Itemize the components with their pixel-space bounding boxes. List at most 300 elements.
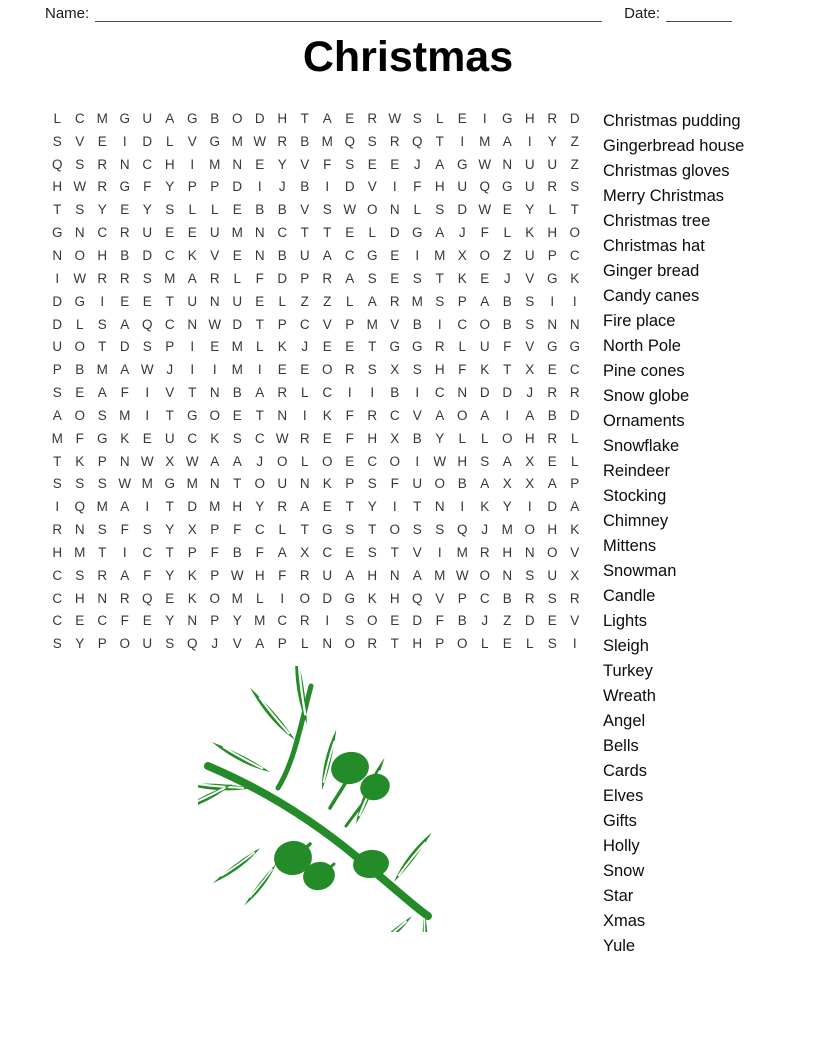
grid-letter: C — [142, 544, 153, 560]
grid-letter: K — [120, 430, 130, 446]
grid-letter: L — [548, 202, 556, 218]
grid-letter: I — [370, 385, 375, 401]
grid-letter: R — [97, 179, 108, 195]
grid-letter: F — [458, 362, 467, 378]
grid-letter: M — [51, 430, 63, 446]
grid-letter: N — [119, 156, 130, 172]
grid-letter: B — [547, 407, 557, 423]
grid-letter: R — [97, 567, 108, 583]
grid-letter: R — [277, 385, 288, 401]
grid-letter: J — [301, 339, 309, 355]
grid-letter: V — [390, 316, 400, 332]
grid-letter: S — [525, 316, 535, 332]
grid-letter: N — [322, 636, 333, 652]
grid-letter: V — [75, 133, 85, 149]
grid-letter: E — [120, 202, 130, 218]
grid-letter: O — [321, 453, 333, 469]
grid-letter: A — [255, 636, 265, 652]
word-list-item: Wreath — [603, 687, 656, 705]
grid-letter: C — [389, 407, 400, 423]
grid-letter: B — [232, 385, 242, 401]
grid-letter: X — [525, 362, 535, 378]
grid-letter: E — [502, 202, 512, 218]
grid-letter: A — [255, 385, 265, 401]
grid-letter: X — [187, 522, 197, 538]
grid-letter: X — [300, 544, 310, 560]
grid-letter: C — [74, 110, 85, 126]
grid-letter: R — [367, 636, 378, 652]
grid-letter: J — [458, 225, 466, 241]
grid-letter: D — [524, 613, 535, 629]
grid-letter: C — [299, 316, 310, 332]
grid-letter: U — [142, 110, 153, 126]
grid-letter: D — [322, 590, 333, 606]
grid-letter: G — [501, 179, 513, 195]
grid-letter: U — [457, 179, 468, 195]
grid-letter: C — [142, 156, 153, 172]
grid-letter: M — [231, 362, 243, 378]
grid-letter: T — [188, 385, 197, 401]
grid-letter: K — [322, 476, 332, 492]
grid-letter: N — [299, 476, 310, 492]
grid-letter: Q — [456, 522, 468, 538]
grid-letter: E — [142, 430, 152, 446]
grid-letter: S — [142, 339, 152, 355]
grid-letter: T — [53, 202, 62, 218]
grid-letter: O — [231, 110, 243, 126]
grid-letter: T — [165, 407, 174, 423]
grid-letter: B — [412, 316, 422, 332]
grid-letter: N — [524, 544, 535, 560]
grid-letter: I — [437, 316, 442, 332]
grid-letter: W — [230, 567, 244, 583]
grid-letter: S — [480, 453, 490, 469]
grid-letter: A — [412, 567, 422, 583]
word-list-item: Mittens — [603, 537, 657, 555]
grid-letter: T — [390, 544, 399, 560]
grid-letter: O — [74, 339, 85, 355]
grid-letter: I — [437, 544, 442, 560]
grid-letter: L — [368, 225, 376, 241]
grid-letter: P — [210, 522, 220, 538]
grid-letter: C — [277, 225, 288, 241]
grid-letter: N — [502, 156, 513, 172]
grid-letter: W — [185, 453, 199, 469]
word-list-item: Angel — [603, 712, 646, 730]
grid-letter: C — [569, 247, 580, 263]
grid-letter: A — [277, 544, 287, 560]
grid-letter: S — [75, 156, 85, 172]
grid-letter: H — [389, 590, 400, 606]
grid-letter: B — [502, 590, 512, 606]
grid-letter: G — [501, 110, 513, 126]
grid-letter: D — [232, 316, 243, 332]
grid-letter: T — [390, 636, 399, 652]
grid-letter: Q — [479, 179, 490, 195]
grid-letter: R — [524, 590, 535, 606]
grid-letter: V — [570, 544, 580, 560]
grid-letter: N — [232, 156, 243, 172]
grid-letter: R — [367, 110, 378, 126]
grid-letter: L — [53, 110, 61, 126]
grid-letter: F — [255, 544, 264, 560]
grid-letter: I — [55, 270, 60, 286]
grid-letter: P — [187, 544, 197, 560]
grid-letter: M — [321, 133, 333, 149]
grid-letter: I — [325, 179, 330, 195]
grid-letter: F — [323, 156, 332, 172]
grid-letter: M — [231, 339, 243, 355]
grid-letter: B — [457, 613, 467, 629]
grid-letter: D — [142, 247, 153, 263]
grid-letter: L — [435, 110, 444, 126]
grid-letter: S — [345, 156, 355, 172]
grid-letter: E — [345, 339, 355, 355]
grid-letter: S — [97, 522, 107, 538]
word-list-item: Ginger bread — [603, 262, 700, 280]
grid-letter: Q — [344, 133, 355, 149]
grid-letter: H — [412, 636, 423, 652]
grid-letter: I — [122, 544, 127, 560]
grid-letter: E — [345, 453, 355, 469]
grid-letter: W — [275, 430, 289, 446]
grid-letter: R — [547, 430, 558, 446]
grid-letter: Y — [165, 522, 175, 538]
grid-letter: B — [120, 247, 130, 263]
grid-letter: I — [527, 499, 532, 515]
word-list-item: North Pole — [603, 337, 681, 355]
grid-letter: I — [122, 133, 127, 149]
grid-letter: M — [366, 316, 378, 332]
grid-letter: M — [434, 247, 446, 263]
grid-letter: J — [278, 179, 286, 195]
grid-letter: P — [210, 567, 220, 583]
grid-letter: P — [52, 362, 62, 378]
grid-letter: E — [210, 339, 220, 355]
grid-letter: P — [345, 316, 355, 332]
word-list — [603, 109, 744, 959]
grid-letter: L — [255, 339, 264, 355]
grid-letter: P — [435, 636, 445, 652]
grid-letter: O — [209, 590, 220, 606]
grid-letter: G — [186, 110, 198, 126]
grid-letter: S — [412, 110, 422, 126]
grid-letter: H — [52, 179, 63, 195]
grid-letter: X — [390, 430, 400, 446]
grid-letter: L — [300, 385, 309, 401]
word-list-item: Elves — [603, 787, 644, 805]
grid-letter: F — [255, 270, 264, 286]
grid-letter: F — [480, 225, 489, 241]
grid-letter: R — [299, 613, 310, 629]
grid-letter: O — [456, 407, 468, 423]
grid-letter: U — [547, 156, 558, 172]
grid-letter: O — [74, 247, 85, 263]
grid-letter: E — [142, 293, 152, 309]
grid-letter: B — [502, 293, 512, 309]
grid-letter: S — [367, 133, 377, 149]
grid-letter: G — [411, 339, 423, 355]
grid-letter: I — [190, 362, 195, 378]
grid-letter: C — [344, 247, 355, 263]
grid-letter: H — [52, 544, 63, 560]
word-list-item: Snowflake — [603, 437, 680, 455]
word-list-item: Stocking — [603, 487, 667, 505]
grid-letter: N — [209, 476, 220, 492]
grid-letter: R — [277, 499, 288, 515]
grid-letter: M — [254, 613, 266, 629]
grid-letter: E — [457, 110, 467, 126]
grid-letter: C — [52, 613, 63, 629]
grid-letter: H — [164, 156, 175, 172]
word-list-item: Pine cones — [603, 362, 685, 380]
grid-letter: E — [255, 156, 265, 172]
grid-letter: I — [190, 156, 195, 172]
grid-letter: R — [97, 156, 108, 172]
grid-letter: E — [345, 225, 355, 241]
grid-letter: E — [322, 430, 332, 446]
grid-letter: E — [75, 385, 85, 401]
grid-letter: G — [569, 339, 580, 355]
grid-letter: T — [255, 316, 264, 332]
grid-letter: M — [96, 110, 108, 126]
grid-letter: J — [481, 522, 489, 538]
grid-letter: B — [255, 202, 265, 218]
grid-letter: M — [209, 499, 221, 515]
grid-letter: K — [187, 247, 197, 263]
grid-letter: A — [570, 499, 580, 515]
grid-letter: X — [502, 476, 512, 492]
grid-letter: Y — [165, 613, 175, 629]
grid-letter: E — [367, 156, 377, 172]
grid-letter: S — [525, 567, 535, 583]
grid-letter: D — [502, 385, 513, 401]
date-label: Date: — [624, 5, 660, 22]
grid-letter: O — [501, 430, 513, 446]
grid-letter: I — [460, 499, 465, 515]
grid-letter: E — [390, 247, 400, 263]
grid-letter: B — [277, 247, 287, 263]
grid-letter: K — [480, 499, 490, 515]
grid-letter: W — [433, 453, 447, 469]
grid-letter: Z — [570, 156, 579, 172]
grid-letter: T — [368, 522, 377, 538]
grid-letter: W — [140, 453, 154, 469]
grid-letter: Z — [300, 293, 309, 309]
grid-letter: B — [210, 110, 220, 126]
grid-letter: A — [367, 293, 377, 309]
word-list-item: Sleigh — [603, 637, 649, 655]
grid-letter: T — [165, 293, 174, 309]
grid-letter: E — [480, 270, 490, 286]
grid-letter: I — [325, 613, 330, 629]
grid-letter: X — [525, 476, 535, 492]
grid-letter: W — [455, 567, 469, 583]
grid-letter: F — [413, 179, 422, 195]
grid-letter: I — [392, 499, 397, 515]
grid-letter: U — [209, 225, 220, 241]
grid-letter: U — [142, 636, 153, 652]
grid-letter: Y — [367, 499, 377, 515]
grid-letter: B — [457, 476, 467, 492]
grid-letter: S — [75, 567, 85, 583]
grid-letter: D — [547, 499, 558, 515]
name-fill-line — [95, 6, 602, 22]
grid-letter: M — [141, 476, 153, 492]
grid-letter: M — [209, 156, 221, 172]
grid-letter: E — [232, 247, 242, 263]
grid-letter: L — [278, 293, 286, 309]
grid-letter: T — [233, 476, 242, 492]
grid-letter: O — [434, 476, 445, 492]
grid-letter: J — [503, 270, 511, 286]
grid-letter: T — [368, 339, 377, 355]
grid-letter: O — [366, 202, 378, 218]
grid-letter: D — [119, 339, 130, 355]
grid-letter: L — [300, 636, 309, 652]
grid-letter: D — [254, 110, 265, 126]
grid-letter: Z — [570, 133, 579, 149]
grid-letter: T — [435, 133, 444, 149]
grid-letter: T — [165, 499, 174, 515]
grid-letter: S — [52, 385, 62, 401]
grid-letter: Q — [51, 156, 63, 172]
grid-letter: Y — [165, 567, 175, 583]
grid-letter: P — [300, 270, 310, 286]
grid-letter: S — [525, 293, 535, 309]
grid-letter: U — [299, 247, 310, 263]
grid-letter: Z — [503, 613, 512, 629]
grid-letter: D — [569, 110, 580, 126]
grid-letter: A — [547, 476, 557, 492]
grid-letter: A — [435, 225, 445, 241]
grid-letter: O — [546, 544, 558, 560]
grid-letter: D — [344, 179, 355, 195]
grid-letter: P — [210, 179, 220, 195]
grid-letter: V — [232, 636, 242, 652]
grid-letter: O — [479, 567, 490, 583]
grid-letter: N — [254, 225, 265, 241]
grid-letter: V — [412, 407, 422, 423]
grid-letter: A — [52, 407, 62, 423]
grid-letter: T — [503, 362, 512, 378]
word-list-item: Chimney — [603, 512, 669, 530]
grid-letter: A — [165, 110, 175, 126]
grid-letter: F — [435, 613, 444, 629]
grid-letter: S — [75, 476, 85, 492]
word-list-item: Turkey — [603, 662, 653, 680]
grid-letter: K — [367, 590, 377, 606]
grid-letter: E — [547, 613, 557, 629]
grid-letter: W — [140, 362, 154, 378]
grid-letter: L — [413, 202, 421, 218]
grid-letter: V — [525, 270, 535, 286]
grid-letter: F — [143, 567, 152, 583]
grid-letter: S — [412, 362, 422, 378]
grid-letter: S — [142, 270, 152, 286]
grid-letter: A — [435, 407, 445, 423]
grid-letter: T — [300, 522, 309, 538]
grid-letter: I — [415, 453, 420, 469]
grid-letter: S — [547, 636, 557, 652]
grid-letter: U — [524, 247, 535, 263]
grid-letter: B — [390, 385, 400, 401]
grid-letter: W — [253, 133, 267, 149]
grid-letter: F — [345, 407, 354, 423]
grid-letter: O — [74, 407, 85, 423]
grid-letter: L — [480, 430, 489, 446]
grid-letter: G — [119, 179, 130, 195]
word-list-item: Xmas — [603, 912, 646, 930]
grid-letter: V — [367, 179, 377, 195]
grid-letter: F — [75, 430, 84, 446]
grid-letter: G — [411, 225, 423, 241]
grid-letter: F — [120, 385, 129, 401]
grid-letter: A — [525, 407, 535, 423]
grid-letter: A — [435, 156, 445, 172]
grid-letter: R — [344, 362, 355, 378]
grid-letter: O — [569, 225, 580, 241]
word-list-item: Cards — [603, 762, 648, 780]
grid-letter: U — [232, 293, 243, 309]
grid-letter: U — [524, 156, 535, 172]
grid-letter: T — [300, 110, 309, 126]
grid-letter: I — [145, 499, 150, 515]
grid-letter: D — [569, 407, 580, 423]
grid-letter: N — [119, 453, 130, 469]
grid-letter: F — [390, 476, 399, 492]
grid-letter: O — [276, 453, 288, 469]
grid-letter: I — [212, 362, 217, 378]
grid-letter: A — [345, 270, 355, 286]
grid-letter: L — [278, 522, 286, 538]
grid-letter: L — [458, 430, 466, 446]
grid-letter: K — [187, 567, 197, 583]
grid-letter: W — [478, 156, 492, 172]
grid-letter: Z — [503, 247, 512, 263]
grid-letter: L — [570, 453, 579, 469]
grid-letter: Q — [141, 590, 153, 606]
grid-letter: D — [142, 133, 153, 149]
grid-letter: S — [547, 590, 557, 606]
grid-letter: L — [570, 430, 579, 446]
grid-letter: L — [165, 133, 174, 149]
grid-letter: C — [254, 430, 265, 446]
grid-letter: S — [435, 522, 445, 538]
grid-letter: E — [322, 499, 332, 515]
grid-letter: L — [525, 636, 534, 652]
grid-letter: X — [165, 453, 175, 469]
grid-letter: Q — [186, 636, 198, 652]
grid-letter: Y — [525, 202, 535, 218]
grid-letter: D — [457, 202, 468, 218]
grid-letter: Y — [165, 179, 175, 195]
grid-letter: N — [187, 316, 198, 332]
word-list-item: Gingerbread house — [603, 137, 745, 155]
grid-letter: C — [434, 385, 445, 401]
grid-letter: N — [254, 247, 265, 263]
grid-letter: R — [119, 225, 130, 241]
grid-letter: W — [118, 476, 132, 492]
grid-letter: V — [570, 613, 580, 629]
grid-letter: R — [97, 270, 108, 286]
grid-letter: K — [210, 430, 220, 446]
grid-letter: P — [345, 476, 355, 492]
grid-letter: J — [166, 362, 174, 378]
grid-letter: H — [74, 590, 85, 606]
grid-letter: L — [480, 636, 489, 652]
grid-letter: B — [277, 202, 287, 218]
